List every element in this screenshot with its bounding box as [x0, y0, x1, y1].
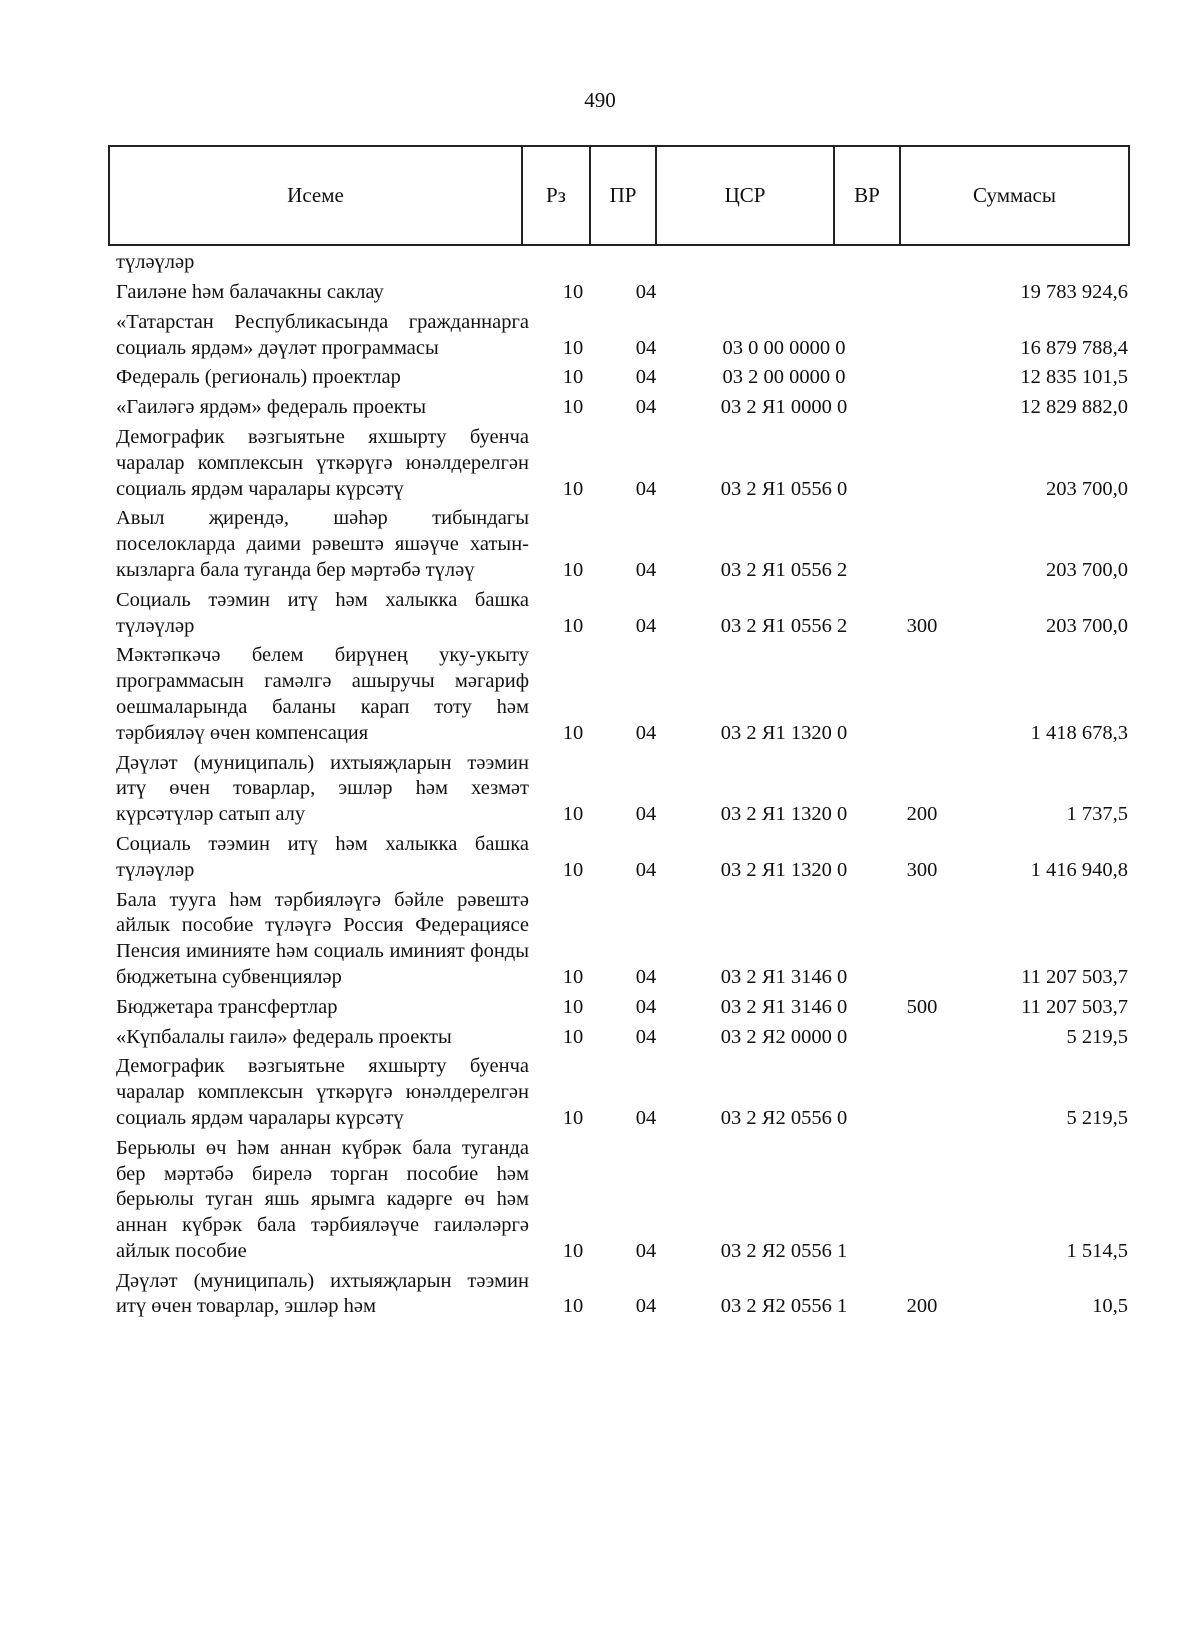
row-name: «Гаиләгә ярдәм» федераль проекты — [116, 396, 427, 419]
row-rz: 10 — [562, 558, 584, 581]
row-sum: 19 783 924,6 — [1020, 281, 1128, 303]
row-sum: 203 700,0 — [1046, 558, 1128, 581]
row-pr: 04 — [635, 1239, 657, 1262]
table-header — [108, 145, 1130, 246]
table-row — [116, 1269, 1128, 1321]
row-name: Социаль тәэмин итү һәм халыкка башка түләүләр — [116, 832, 529, 881]
table-row — [116, 395, 1128, 421]
row-pr: 04 — [635, 336, 657, 359]
row-rz: 10 — [562, 995, 584, 1018]
row-pr: 04 — [635, 995, 657, 1018]
table-row — [116, 1136, 1128, 1265]
row-rz: 10 — [562, 721, 584, 744]
row-csr: 03 2 00 0000 0 — [722, 366, 846, 389]
row-vr: 200 — [906, 1295, 938, 1318]
table-row — [116, 425, 1128, 502]
continuation-text: түләүләр — [116, 251, 195, 274]
row-pr: 04 — [635, 396, 657, 419]
header-rz: Рз — [522, 146, 590, 245]
row-pr: 04 — [635, 803, 657, 826]
row-name: Демографик вәзгыятьне яхшырту буенча чаралар комплексын үткәрүгә юнәлдерелгән социаль ярдәм чаралары күрсәтү — [116, 425, 529, 500]
row-pr: 04 — [635, 1106, 657, 1129]
row-name: Мәктәпкәчә белем бирүнең уку-укыту программасын гамәлгә ашыручы мәгариф оешмаларында баланы карап тоту һәм тәрбияләү өчен компенсация — [116, 644, 529, 744]
row-sum: 203 700,0 — [1046, 614, 1128, 637]
table-body — [116, 248, 1128, 1324]
row-csr: 03 2 Я1 0556 2 — [720, 614, 848, 637]
header-vr: ВР — [834, 146, 900, 245]
row-rz: 10 — [562, 477, 584, 500]
row-csr: 03 2 Я2 0556 0 — [720, 1106, 848, 1129]
row-sum: 203 700,0 — [1046, 477, 1128, 500]
page-number: 490 — [584, 88, 616, 112]
row-rz: 10 — [562, 614, 584, 637]
row-name: Социаль тәэмин итү һәм халыкка башка түләүләр — [116, 588, 529, 637]
row-sum: 5 219,5 — [1066, 1106, 1128, 1129]
row-pr: 04 — [635, 1295, 657, 1318]
row-csr: 03 2 Я1 1320 0 — [720, 803, 848, 826]
row-sum: 10,5 — [1092, 1295, 1128, 1318]
row-name: Дәүләт (муниципаль) ихтыяҗларын тәэмин итү өчен товарлар, эшләр һәм хезмәт күрсәтүләр сатып алу — [116, 751, 529, 826]
row-rz: 10 — [562, 396, 584, 419]
row-rz: 10 — [562, 965, 584, 988]
row-csr: 03 2 Я1 3146 0 — [720, 965, 848, 988]
table-row — [116, 365, 1128, 391]
table-row — [116, 310, 1128, 362]
row-rz: 10 — [562, 366, 584, 389]
row-sum: 12 829 882,0 — [1020, 396, 1128, 419]
row-name: Бюджетара трансфертлар — [116, 995, 338, 1018]
row-pr: 04 — [635, 965, 657, 988]
continuation-row — [116, 248, 1128, 276]
row-rz: 10 — [562, 336, 584, 359]
row-sum: 1 514,5 — [1066, 1239, 1128, 1262]
table-row — [116, 280, 1128, 306]
row-vr: 300 — [906, 614, 938, 637]
table-row — [116, 751, 1128, 828]
row-sum: 1 737,5 — [1066, 803, 1128, 826]
row-pr: 04 — [635, 614, 657, 637]
row-name: Дәүләт (муниципаль) ихтыяҗларын тәэмин итү өчен товарлар, эшләр һәм — [116, 1269, 529, 1318]
table-row — [116, 888, 1128, 991]
row-rz: 10 — [562, 1239, 584, 1262]
row-sum: 12 835 101,5 — [1020, 366, 1128, 389]
header-pr: ПР — [590, 146, 656, 245]
row-sum: 5 219,5 — [1066, 1025, 1128, 1048]
header-sum: Суммасы — [900, 146, 1129, 245]
row-pr: 04 — [635, 858, 657, 881]
table-row — [116, 1054, 1128, 1131]
row-csr: 03 2 Я2 0556 1 — [720, 1295, 848, 1318]
row-pr: 04 — [635, 721, 657, 744]
row-name: Берьюлы өч һәм аннан күбрәк бала туганда бер мәртәбә бирелә торган пособие һәм берьюлы туган яшь ярымга кадәрге өч һәм аннан күбрәк бала тәрбияләүче гаиләләргә айлык пособие — [116, 1136, 529, 1262]
row-rz: 10 — [562, 1025, 584, 1048]
table-row — [116, 506, 1128, 583]
row-rz: 10 — [562, 858, 584, 881]
row-sum: 1 416 940,8 — [1030, 858, 1128, 881]
row-rz: 10 — [562, 281, 584, 303]
row-csr: 03 2 Я1 1320 0 — [720, 721, 848, 744]
row-csr: 03 2 Я1 3146 0 — [720, 995, 848, 1018]
row-vr: 500 — [906, 995, 938, 1018]
row-name: Федераль (региональ) проектлар — [116, 366, 401, 389]
row-csr: 03 2 Я2 0556 1 — [720, 1239, 848, 1262]
row-sum: 1 418 678,3 — [1030, 721, 1128, 744]
row-rz: 10 — [562, 803, 584, 826]
header-name: Исеме — [109, 146, 522, 245]
row-pr: 04 — [635, 1025, 657, 1048]
row-csr: 03 0 00 0000 0 — [722, 336, 846, 359]
row-name: «Татарстан Республикасында гражданнарга социаль ярдәм» дәүләт программасы — [116, 310, 529, 359]
row-pr: 04 — [635, 477, 657, 500]
row-rz: 10 — [562, 1295, 584, 1318]
row-sum: 16 879 788,4 — [1020, 336, 1128, 359]
table-row — [116, 832, 1128, 884]
table-row — [116, 588, 1128, 640]
row-sum: 11 207 503,7 — [1021, 965, 1128, 988]
row-rz: 10 — [562, 1106, 584, 1129]
row-csr: 03 2 Я1 0556 0 — [720, 477, 848, 500]
row-vr: 300 — [906, 858, 938, 881]
row-csr: 03 2 Я1 0000 0 — [720, 396, 848, 419]
row-pr: 04 — [635, 366, 657, 389]
row-csr: 03 2 Я1 1320 0 — [720, 858, 848, 881]
row-name: Демографик вәзгыятьне яхшырту буенча чаралар комплексын үткәрүгә юнәлдерелгән социаль ярдәм чаралары күрсәтү — [116, 1055, 529, 1129]
row-pr: 04 — [635, 281, 657, 303]
table-row — [116, 643, 1128, 746]
row-name: Гаиләне һәм балачакны саклау — [116, 281, 384, 303]
row-vr: 200 — [906, 803, 938, 826]
row-csr: 03 2 Я1 0556 2 — [720, 558, 848, 581]
row-name: «Күпбалалы гаилә» федераль проекты — [116, 1025, 452, 1048]
table-row — [116, 995, 1128, 1021]
header-csr: ЦСР — [656, 146, 834, 245]
row-name: Авыл җирендә, шәһәр тибындагы поселокларда даими рәвештә яшәүче хатын-кызларга бала туганда бер мәртәбә түләү — [116, 507, 529, 581]
row-csr: 03 2 Я2 0000 0 — [720, 1025, 848, 1048]
table-row — [116, 1025, 1128, 1051]
row-name: Бала тууга һәм тәрбияләүгә бәйле рәвештә айлык пособие түләүгә Россия Федерациясе Пенсия иминияте һәм социаль иминият фонды бюджетына субвенцияләр — [116, 888, 529, 988]
row-pr: 04 — [635, 558, 657, 581]
row-sum: 11 207 503,7 — [1021, 995, 1128, 1018]
